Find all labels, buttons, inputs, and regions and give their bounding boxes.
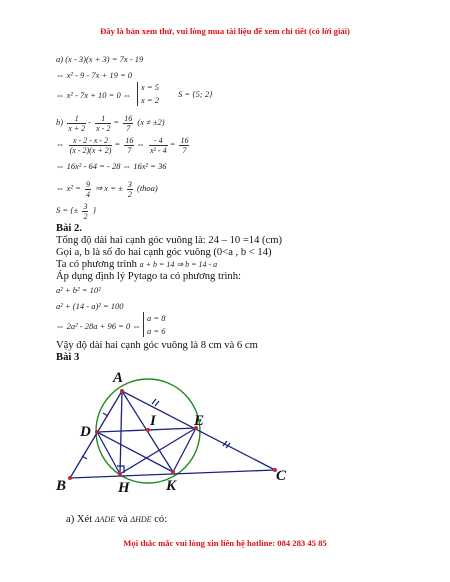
preview-banner: Đây là bản xem thử, vui lòng mua tài liệu để xem chi tiết (có lời giải) (100, 26, 350, 36)
bai2-p3-text: Ta có phương trình (56, 259, 137, 270)
eq-b-line4: ⇔ x² = $\frac{9}{4}$ ⇒ x = ± $\frac{3}{2}$ (thoa) (56, 179, 158, 199)
frac-b8: $\frac{9}{4}$ (85, 179, 90, 199)
bai3-and: và (117, 514, 128, 525)
bai2-p3-math: a + b = 14 ⇒ b = 14 - a (139, 260, 218, 269)
bai3-suffix: có: (154, 514, 168, 525)
frac-b2: $\frac{1}{x - 2}$ (96, 113, 111, 133)
triangle-ade: ΔADE (94, 515, 116, 524)
eq-a-line1: a) (x - 3)(x + 3) = 7x - 19 (56, 54, 144, 64)
bai2-p3 (56, 259, 217, 271)
frac-b3: $\frac{16}{7}$ (124, 113, 133, 133)
label-B: B (56, 478, 67, 494)
label-C: C (276, 468, 287, 484)
bai2-p1: Tổng độ dài hai cạnh góc vuông là: 24 – 10 =14 (cm) (56, 235, 283, 246)
eq-a-line3 (56, 90, 131, 100)
bai3-title: Bài 3 (56, 352, 80, 363)
bai2-m2: a² + (14 - a)² = 100 (56, 301, 124, 311)
label-H: H (118, 480, 130, 496)
frac-b10: $\frac{3}{2}$ (83, 201, 88, 221)
bai2-p5: Vậy độ dài hai cạnh góc vuông là 8 cm và 6 cm (56, 340, 258, 351)
frac-b1: $\frac{1}{x + 2}$ (68, 113, 86, 133)
eq-a-line2: ⇔ x² - 9 - 7x + 19 = 0 (56, 70, 133, 80)
bai2-case2: a = 6 (147, 326, 166, 336)
figure-points (68, 389, 277, 480)
label-K: K (166, 478, 177, 494)
frac-b9: $\frac{3}{2}$ (127, 179, 132, 199)
frac-b6: $\frac{- 4}{\text{x² - 4}}$ (149, 135, 167, 155)
hotline-banner: Mọi thắc mắc vui lòng xin liên hệ hotline: 084 283 45 85 (123, 538, 327, 548)
label-A: A (113, 370, 124, 386)
eq-a-case1: x = 5 (141, 82, 160, 92)
frac-b7: $\frac{16}{7}$ (180, 135, 189, 155)
label-D: D (80, 424, 91, 440)
triangle-hde: ΔHDE (130, 515, 152, 524)
geometry-figure (0, 364, 450, 504)
eq-a-case2: x = 2 (141, 95, 160, 105)
eq-b-line1: b) $\frac{1}{x + 2}$ - $\frac{1}{x - 2}$ = $\frac{16}{7}$ (x ≠ ±2) (56, 113, 165, 133)
bai2-case1: a = 8 (147, 313, 166, 323)
brace-bai2 (143, 312, 144, 337)
figure-lines (70, 391, 275, 478)
eq-a-line3-left: ⇔ x² - 7x + 10 = 0 ⇔ (56, 90, 132, 100)
bai2-m3: ⇔ 2a² - 28a + 96 = 0 ⇔ (56, 321, 141, 331)
bai3-part-a-prefix: a) Xét (66, 514, 93, 525)
label-E: E (194, 413, 205, 429)
eq-b-line2: ⇔ $\frac{x - 2 - x - 2}{(x - 2)(x + 2)}$ = $\frac{16}{7}$ ⇔ $\frac{- 4}{\text{x² - 4}}$ = $\frac{16}{7}$ (56, 135, 189, 155)
frac-b4: $\frac{x - 2 - x - 2}{(x - 2)(x + 2)}$ (69, 135, 112, 155)
bai3-part-a (66, 514, 167, 526)
bai2-m1: a² + b² = 10² (56, 285, 101, 295)
eq-b-condition: (x ≠ ±2) (137, 117, 165, 127)
bai2-p2: Gọi a, b là số đo hai cạnh góc vuông (0<a , b < 14) (56, 247, 272, 258)
eq-b-prefix: b) (56, 117, 64, 127)
bai2-p4: Áp dụng định lý Pytago ta có phương trình: (56, 271, 241, 282)
label-I: I (150, 413, 156, 429)
eq-b-line3: ⇔ 16x² - 64 = - 28 ⇔ 16x² = 36 (56, 161, 167, 171)
brace-a (137, 82, 138, 106)
eq-a-set: S = {5; 2} (178, 89, 213, 99)
bai2-title: Bài 2. (56, 223, 82, 234)
frac-b5: $\frac{16}{7}$ (125, 135, 134, 155)
eq-b-set: S = {± $\frac{3}{2}$ } (56, 201, 96, 221)
